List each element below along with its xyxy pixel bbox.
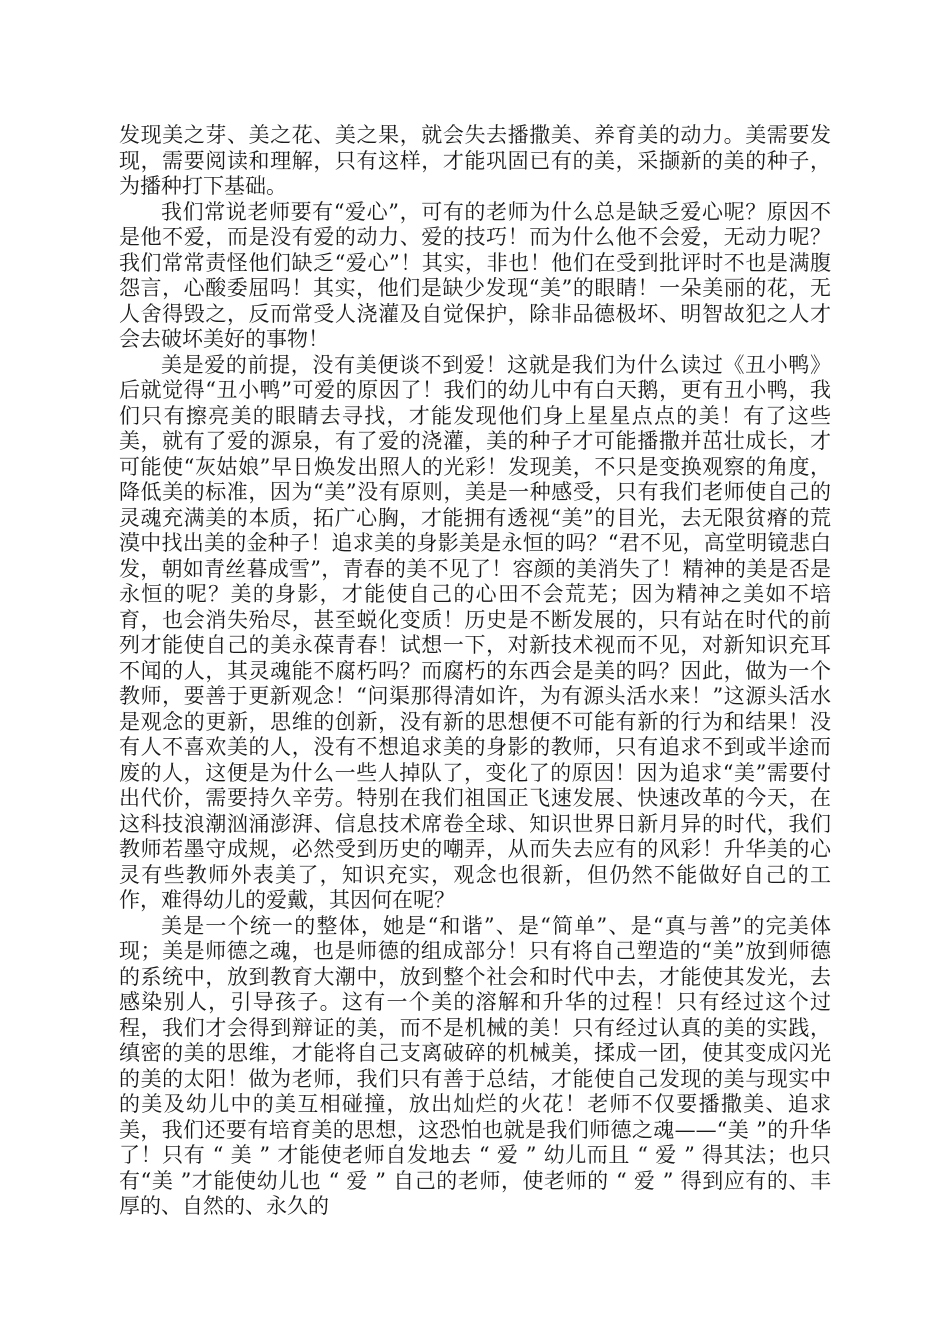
paragraph-1: 发现美之芽、美之花、美之果，就会失去播撒美、养育美的动力。美需要发现，需要阅读和理解，只有这样，才能巩固已有的美，采撷新的美的种子，为播种打下基础。: [119, 123, 831, 198]
paragraph-2: 我们常说老师要有“爱心”，可有的老师为什么总是缺乏爱心呢？原因不是他不爱，而是没有爱的动力、爱的技巧！而为什么他不会爱，无动力呢？我们常常责怪他们缺乏“爱心”！其实，非也！他们在受到批评时不也是满腹怨言，心酸委屈吗！其实，他们是缺少发现“美”的眼睛！一朵美丽的花，无人舍得毁之，反而常受人浇灌及自觉保护，除非品德极坏、明智故犯之人才会去破坏美好的事物！: [119, 199, 831, 351]
document-page: [119, 123, 831, 1220]
paragraph-3: 美是爱的前提，没有美便谈不到爱！这就是我们为什么读过《丑小鸭》后就觉得“丑小鸭”可爱的原因了！我们的幼儿中有白天鹅，更有丑小鸭，我们只有擦亮美的眼睛去寻找，才能发现他们身上星星点点的美！有了这些美，就有了爱的源泉，有了爱的浇灌，美的种子才可能播撒并茁壮成长，才可能使“灰姑娘”早日焕发出照人的光彩！发现美，不只是变换观察的角度，降低美的标准，因为“美”没有原则，美是一种感受，只有我们老师使自己的灵魂充满美的本质，拓广心胸，才能拥有透视“美”的目光，去无限贫瘠的荒漠中找出美的金种子！追求美的身影美是永恒的吗？“君不见，高堂明镜悲白发，朝如青丝暮成雪”，青春的美不见了！容颜的美消失了！精神的美是否是永恒的呢？美的身影，才能使自己的心田不会荒芜；因为精神之美如不培育，也会消失殆尽，甚至蜕化变质！历史是不断发展的，只有站在时代的前列才能使自己的美永葆青春！试想一下，对新技术视而不见，对新知识充耳不闻的人，其灵魂能不腐朽吗？而腐朽的东西会是美的吗？因此，做为一个教师，要善于更新观念！“问渠那得清如许，为有源头活水来！”这源头活水是观念的更新，思维的创新，没有新的思想便不可能有新的行为和结果！没有人不喜欢美的人，没有不想追求美的身影的教师，只有追求不到或半途而废的人，这便是为什么一些人掉队了，变化了的原因！因为追求“美”需要付出代价，需要持久辛劳。特别在我们祖国正飞速发展、快速改革的今天，在这科技浪潮汹涌澎湃、信息技术席卷全球、知识世界日新月异的时代，我们教师若墨守成规，必然受到历史的嘲弄，从而失去应有的风彩！升华美的心灵有些教师外表美了，知识充实，观念也很新，但仍然不能做好自己的工作，难得幼儿的爱戴，其因何在呢？: [119, 352, 831, 912]
paragraph-4: 美是一个统一的整体，她是“和谐”、是“简单”、是“真与善”的完美体现；美是师德之魂，也是师德的组成部分！只有将自己塑造的“美”放到师德的系统中，放到教育大潮中，放到整个社会和时代中去，才能使其发光，去感染别人，引导孩子。这有一个美的溶解和升华的过程！只有经过这个过程，我们才会得到辩证的美，而不是机械的美！只有经过认真的美的实践，缜密的美的思维，才能将自己支离破碎的机械美，揉成一团，使其变成闪光的美的太阳！做为老师，我们只有善于总结，才能使自己发现的美与现实中的美及幼儿中的美互相碰撞，放出灿烂的火花！老师不仅要播撒美、追求美，我们还要有培育美的思想，这恐怕也就是我们师德之魂——“美 ”的升华了！只有 “ 美 ” 才能使老师自发地去 “ 爱 ” 幼儿而且 “ 爱 ” 得其法；也只有“美 ”才能使幼儿也 “ 爱 ” 自己的老师，使老师的 “ 爱 ” 得到应有的、丰厚的、自然的、永久的: [119, 913, 831, 1218]
